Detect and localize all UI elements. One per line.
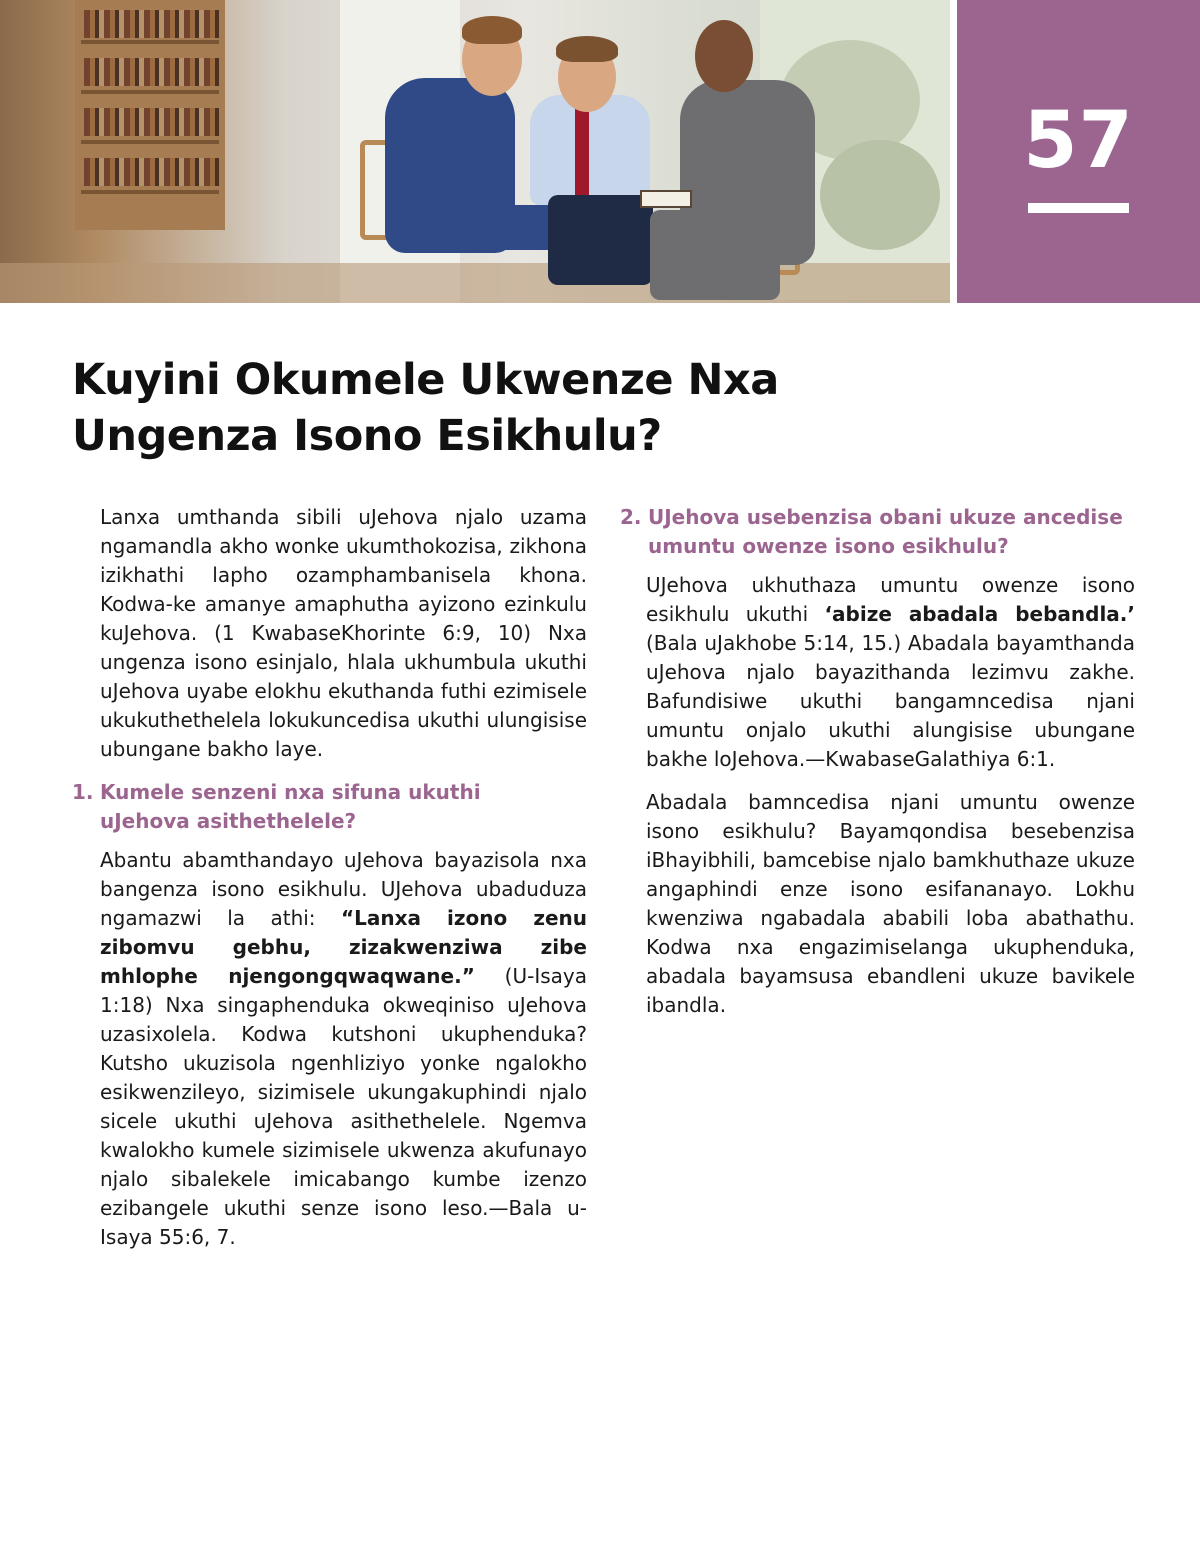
answer-2-paragraph-1 — [646, 571, 1135, 774]
question-heading-line-2: umuntu owenze isono esikhulu? — [648, 534, 1009, 558]
lesson-badge — [957, 0, 1200, 303]
intro-paragraph: Lanxa umthanda sibili uJehova njalo uzama ngamandla akho wonke ukumthokozisa, zikhona izikhathi lapho ozamphambanisela khona. Kodwa-ke amanye amaphutha ayizono ezinkulu kuJehova. (1 KwabaseKhorinte 6:9, 10) Nxa ungenza isono esinjalo, hlala ukhumbula ukuthi uJehova uyabe elokhu ekuthanda futhi ezimisele ukukuthethelela lokukuncedisa ukuthi ulungisise ubungane bakho laye. — [100, 505, 587, 761]
answer-2-paragraph-2: Abadala bamncedisa njani umuntu owenze isono esikhulu? Bayamqondisa besebenzisa iBhayibhili, bamcebise njalo bamkhuthaze ukuze angaphindi enze isono esifananayo. Lokhu kwenziwa ngabadala ababili loba abathathu. Kodwa nxa engazimiselanga ukuphenduka, abadala bayamsusa ebandleni ukuze bavikele ibandla. — [646, 790, 1135, 1017]
lesson-number: 57 — [1023, 96, 1134, 186]
title-line-2: Ungenza Isono Esikhulu? — [72, 411, 662, 461]
question-heading-line-2: uJehova asithethelele? — [100, 809, 357, 833]
answer-1-paragraph — [100, 846, 587, 1252]
question-1 — [72, 778, 587, 836]
question-2 — [620, 503, 1135, 561]
answer-text: (Bala uJakhobe 5:14, 15.) Abadala bayamthanda uJehova njalo bayazithanda lezimvu zakhe. Bafundisiwe ukuthi bangamncedisa njani umuntu onjalo ukuthi alungisise ubungane bakhe loJehova.—KwabaseGalathiya 6:1. — [646, 631, 1135, 771]
question-heading-line-1: Kumele senzeni nxa sifuna ukuthi — [100, 780, 481, 804]
question-heading-line-1: UJehova usebenzisa obani ukuze ancedise — [648, 505, 1123, 529]
question-number: 1. — [72, 780, 94, 804]
left-column — [72, 503, 587, 1266]
question-number: 2. — [620, 505, 642, 529]
page-title — [72, 352, 972, 464]
answer-text: Abantu abamthandayo uJehova bayazisola nxa bangenza isono esikhulu. UJehova ubaduduza ngamazwi la athi: — [100, 848, 587, 930]
bible-book — [640, 190, 692, 208]
answer-text: (U-Isaya 1:18) Nxa singaphenduka okweqiniso uJehova uzasixolela. Kodwa kutshoni ukuphenduka? Kutsho ukuzisola ngenhliziyo yonke ngalokho esikwenzileyo, sizimisele ukungakuphindi njalo sicele ukuthi uJehova asithethelele. Ngemva kwalokho kumele sizimisele ukwenza akufunayo njalo sibalekele imicabango kumbe izenzo ezibangele ukuthi senze isono leso.—Bala u-Isaya 55:6, 7. — [100, 964, 588, 1249]
answer-text: UJehova ukhuthaza umuntu owenze isono esikhulu ukuthi — [646, 573, 1135, 626]
header-photo — [0, 0, 950, 303]
scripture-quote: ‘abize abadala bebandla.’ — [824, 602, 1135, 626]
title-line-1: Kuyini Okumele Ukwenze Nxa — [72, 355, 779, 405]
badge-underline — [1028, 203, 1129, 213]
right-column — [620, 503, 1135, 1034]
scripture-quote: “Lanxa izono zenu zibomvu gebhu, zizakwenziwa zibe mhlophe njengongqwaqwane.” — [100, 906, 587, 988]
